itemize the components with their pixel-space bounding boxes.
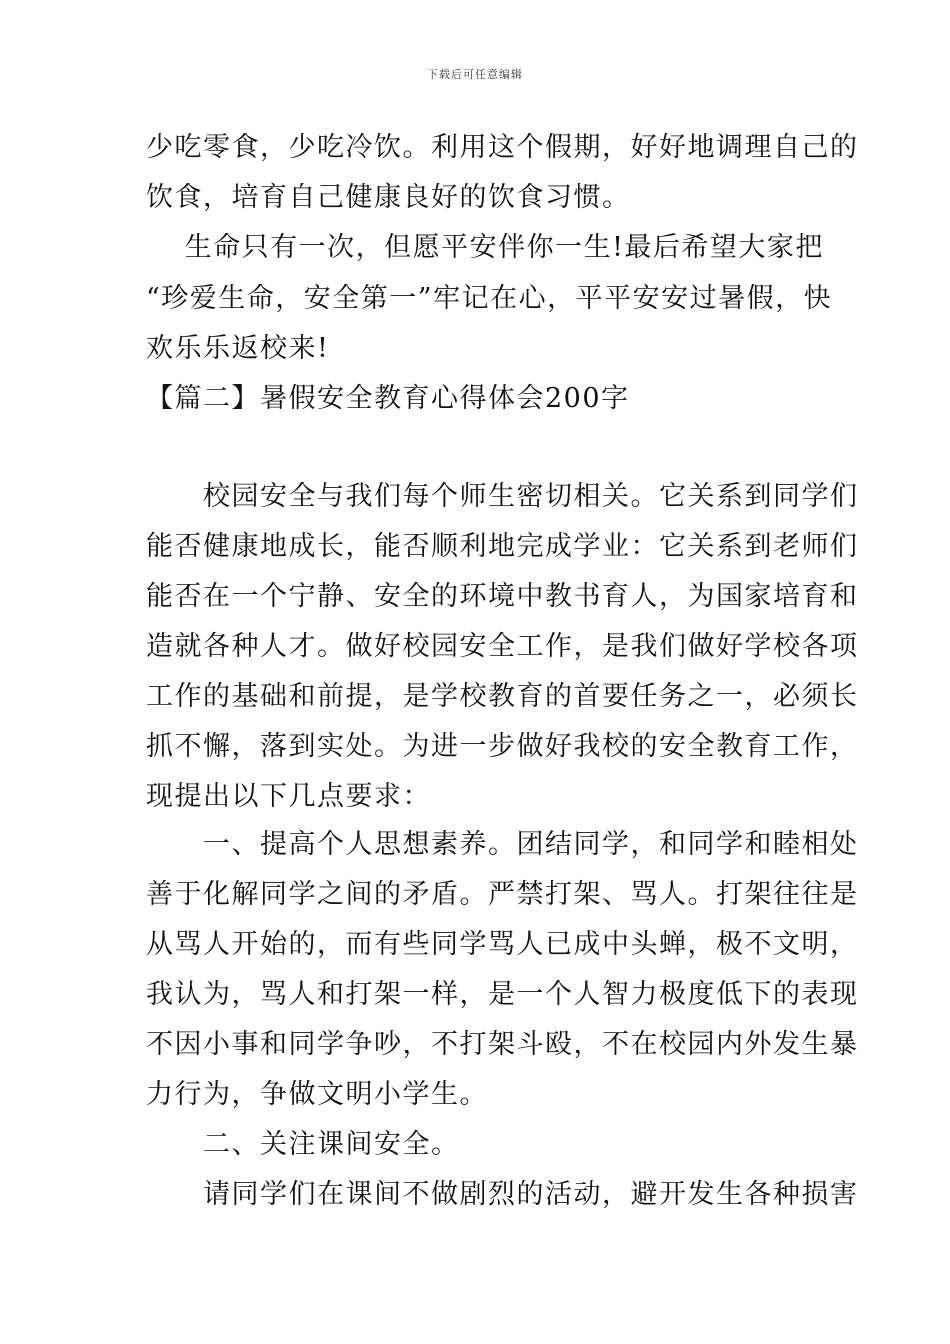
text-line: 饮食，培育自己健康良好的饮食习惯。 — [146, 182, 631, 213]
text-line: 生命只有一次，但愿平安伴你一生!最后希望大家把 — [146, 232, 824, 263]
text-line: 现提出以下几点要求： — [146, 781, 431, 812]
text-line: 善于化解同学之间的矛盾。严禁打架、骂人。打架往往是 — [146, 879, 859, 910]
text-line: 少吃零食，少吃冷饮。利用这个假期，好好地调理自己的 — [146, 132, 859, 163]
text-line: “珍爱生命，安全第一”牢记在心，平平安安过暑假，快 — [146, 283, 833, 314]
text-line: 不因小事和同学争吵，不打架斗殴，不在校园内外发生暴 — [146, 1029, 859, 1060]
section-heading: 【篇二】暑假安全教育心得体会200字 — [146, 383, 630, 414]
text-line: 能否在一个宁静、安全的环境中教书育人，为国家培育和 — [146, 581, 859, 612]
text-line: 欢乐乐返校来! — [146, 333, 330, 364]
text-line: 请同学们在课间不做剧烈的活动，避开发生各种损害 — [146, 1179, 859, 1210]
text-line: 一、提高个人思想素养。团结同学，和同学和睦相处 — [146, 829, 859, 860]
text-line: 力行为，争做文明小学生。 — [146, 1079, 488, 1110]
text-line: 抓不懈，落到实处。为进一步做好我校的安全教育工作， — [146, 731, 859, 762]
text-line: 能否健康地成长，能否顺利地完成学业：它关系到老师们 — [146, 531, 859, 562]
text-line: 二、关注课间安全。 — [146, 1129, 460, 1160]
page-header-note: 下载后可任意编辑 — [427, 68, 523, 81]
text-line: 校园安全与我们每个师生密切相关。它关系到同学们 — [146, 481, 859, 512]
text-line: 工作的基础和前提，是学校教育的首要任务之一，必须长 — [146, 681, 859, 712]
text-line: 从骂人开始的，而有些同学骂人已成中头蝉，极不文明， — [146, 929, 859, 960]
text-line: 我认为，骂人和打架一样，是一个人智力极度低下的表现 — [146, 979, 859, 1010]
text-line: 造就各种人才。做好校园安全工作，是我们做好学校各项 — [146, 631, 859, 662]
